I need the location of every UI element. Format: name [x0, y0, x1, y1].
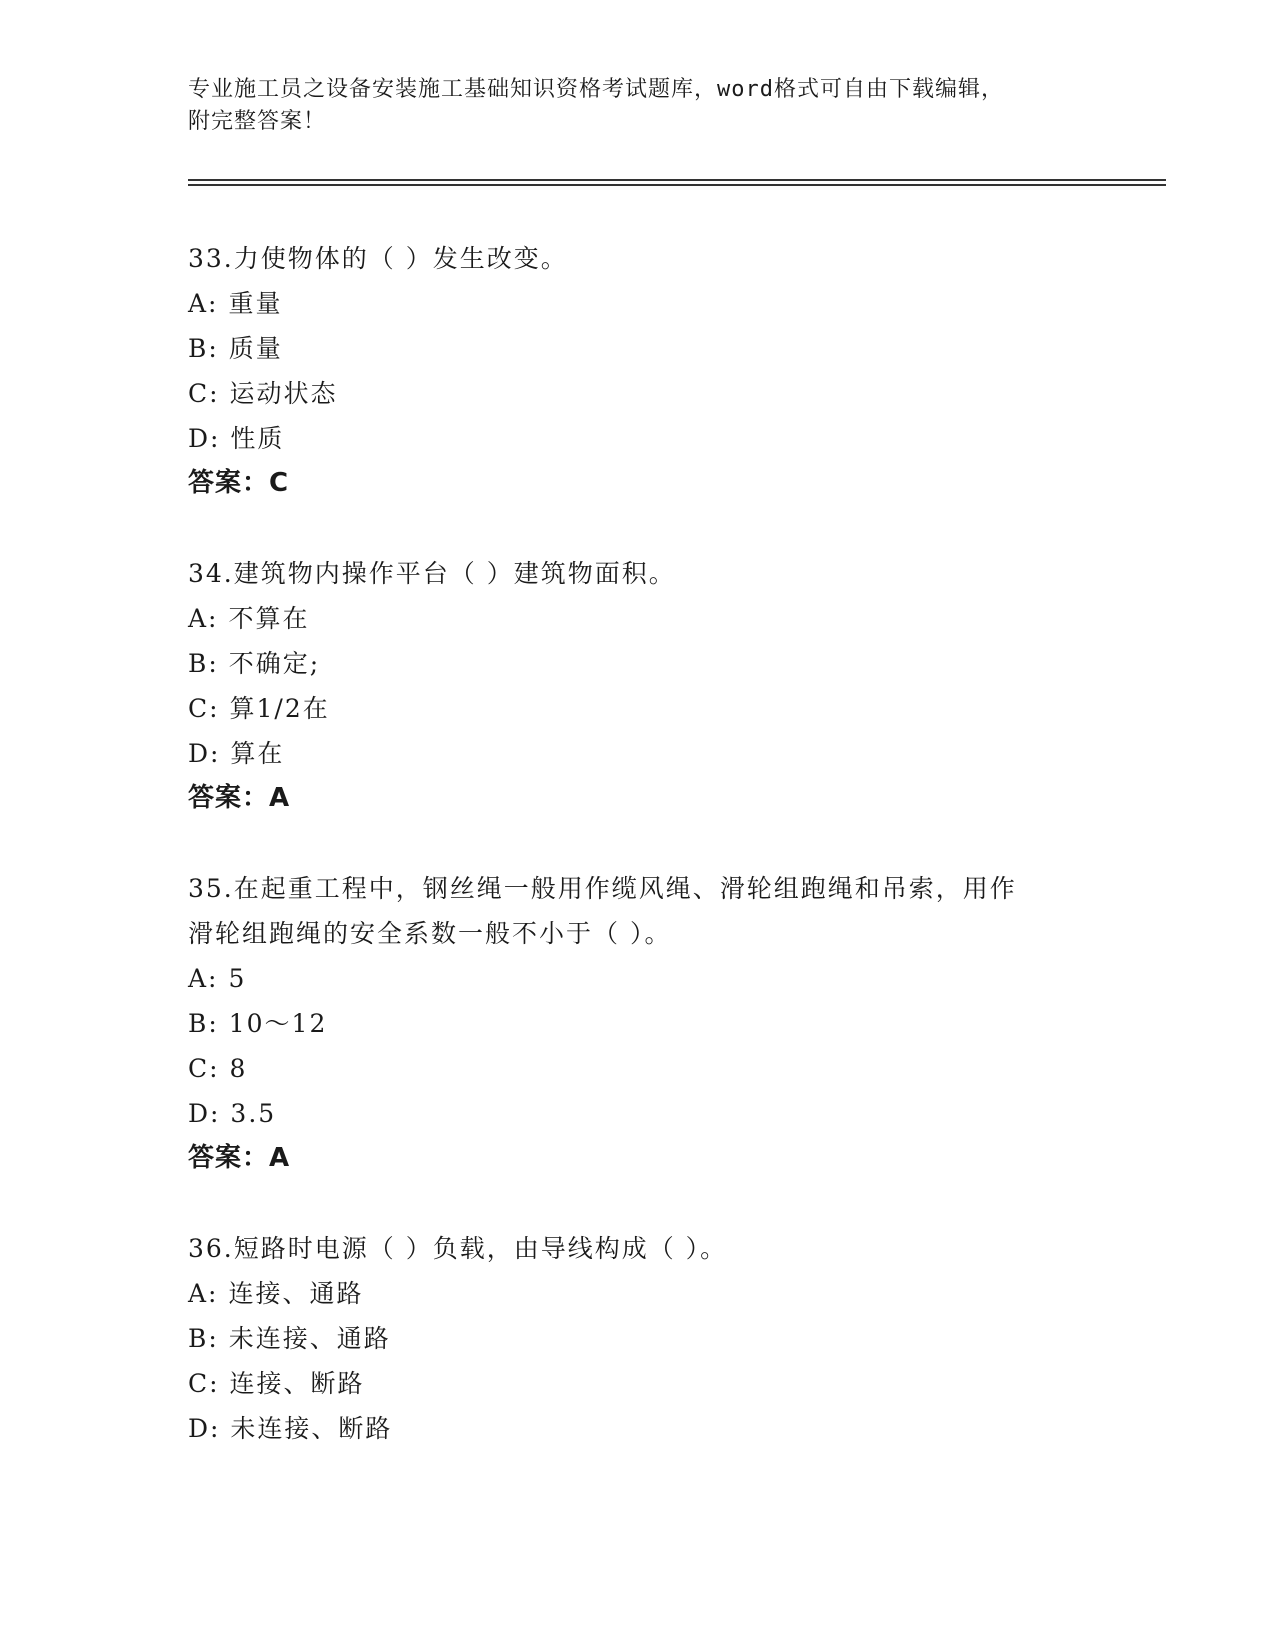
- header-line-1: 专业施工员之设备安装施工基础知识资格考试题库，word格式可自由下载编辑，: [188, 77, 1004, 102]
- option-d: [188, 731, 1088, 776]
- option-c: [188, 1361, 1088, 1406]
- option-text: 5: [228, 964, 247, 993]
- document-header: [188, 74, 1088, 138]
- option-d: [188, 1091, 1088, 1136]
- option-text: 未连接、通路: [228, 1324, 391, 1353]
- option-key: B:: [188, 649, 219, 678]
- spacer: [188, 506, 1088, 551]
- option-text: 8: [229, 1054, 248, 1083]
- spacer: [188, 1181, 1088, 1226]
- option-key: B:: [188, 334, 219, 363]
- option-key: C:: [188, 1369, 220, 1398]
- option-c: [188, 371, 1088, 416]
- option-key: C:: [188, 379, 220, 408]
- option-b: [188, 1316, 1088, 1361]
- option-key: A:: [188, 1279, 219, 1308]
- question-text: 36.短路时电源（ ）负载，由导线构成（ ）。: [188, 1234, 728, 1263]
- option-text: 算1/2在: [229, 694, 330, 723]
- option-text: 运动状态: [229, 379, 338, 408]
- option-text: 10～12: [228, 1009, 328, 1038]
- option-key: D:: [188, 739, 221, 768]
- option-d: [188, 1406, 1088, 1451]
- question-text: 33.力使物体的（ ）发生改变。: [188, 244, 568, 273]
- option-text: 连接、断路: [229, 1369, 365, 1398]
- option-d: [188, 416, 1088, 461]
- question-35: [188, 866, 1088, 1181]
- option-a: [188, 281, 1088, 326]
- option-text: 连接、通路: [228, 1279, 364, 1308]
- option-key: D:: [188, 1414, 221, 1443]
- option-c: [188, 1046, 1088, 1091]
- option-a: [188, 596, 1088, 641]
- answer-label: 答案：A: [188, 783, 291, 813]
- question-text: 34.建筑物内操作平台（ ）建筑物面积。: [188, 559, 676, 588]
- option-key: D:: [188, 424, 221, 453]
- spacer: [188, 821, 1088, 866]
- option-text: 未连接、断路: [230, 1414, 393, 1443]
- question-36: [188, 1226, 1088, 1451]
- answer-label: 答案：C: [188, 468, 290, 498]
- option-text: 性质: [230, 424, 285, 453]
- question-list: [188, 236, 1088, 1451]
- option-text: 重量: [228, 289, 283, 318]
- option-key: D:: [188, 1099, 221, 1128]
- header-divider-bottom: [188, 184, 1166, 186]
- option-a: [188, 956, 1088, 1001]
- question-33: [188, 236, 1088, 506]
- option-text: 不确定;: [228, 649, 321, 678]
- option-b: [188, 326, 1088, 371]
- question-text: 35.在起重工程中，钢丝绳一般用作缆风绳、滑轮组跑绳和吊索，用作: [188, 874, 1017, 903]
- option-key: B:: [188, 1009, 219, 1038]
- option-key: A:: [188, 964, 219, 993]
- option-key: A:: [188, 289, 219, 318]
- option-c: [188, 686, 1088, 731]
- option-key: B:: [188, 1324, 219, 1353]
- option-key: C:: [188, 694, 220, 723]
- option-text: 算在: [230, 739, 285, 768]
- option-key: A:: [188, 604, 219, 633]
- option-text: 质量: [228, 334, 283, 363]
- answer-label: 答案：A: [188, 1143, 291, 1173]
- header-line-2: 附完整答案！: [188, 109, 327, 134]
- option-b: [188, 641, 1088, 686]
- question-34: [188, 551, 1088, 821]
- option-text: 不算在: [228, 604, 310, 633]
- option-a: [188, 1271, 1088, 1316]
- option-text: 3.5: [230, 1099, 277, 1128]
- option-b: [188, 1001, 1088, 1046]
- option-key: C:: [188, 1054, 220, 1083]
- question-text-continued: 滑轮组跑绳的安全系数一般不小于（ ）。: [188, 919, 672, 948]
- header-divider-top: [188, 179, 1166, 181]
